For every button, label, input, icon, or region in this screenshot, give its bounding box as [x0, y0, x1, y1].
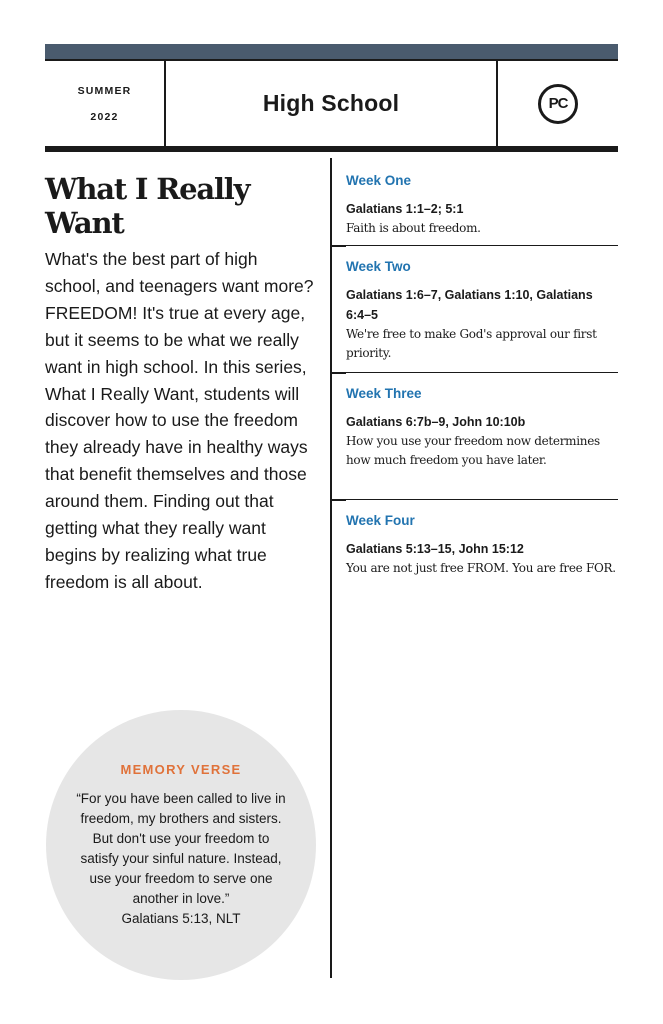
- week-summary: We're free to make God's approval our first priority.: [346, 327, 597, 360]
- season-label: SUMMER: [77, 84, 132, 97]
- header-title-block: [166, 61, 498, 146]
- week-title: Week Three: [346, 386, 422, 401]
- memory-verse-label: MEMORY VERSE: [120, 762, 242, 777]
- week-scripture: Galatians 1:6–7, Galatians 1:10, Galatians 6:4–5: [346, 288, 593, 322]
- week-item: [346, 158, 618, 246]
- week-summary: Faith is about freedom.: [346, 221, 481, 235]
- week-item: [346, 246, 618, 373]
- season-block: [45, 61, 166, 146]
- memory-verse-circle: [46, 710, 316, 980]
- memory-verse-reference: Galatians 5:13, NLT: [121, 911, 241, 926]
- week-title: Week Two: [346, 259, 411, 274]
- week-scripture: Galatians 1:1–2; 5:1: [346, 202, 464, 216]
- week-scripture: Galatians 5:13–15, John 15:12: [346, 542, 524, 556]
- series-title: What I Really Want: [45, 172, 250, 240]
- weeks-list: [346, 158, 618, 578]
- week-summary: How you use your freedom now determines how much freedom you have later.: [346, 434, 600, 467]
- year-label: 2022: [90, 110, 119, 123]
- brand-logo-icon: [538, 84, 578, 124]
- page-header: [45, 59, 618, 152]
- week-scripture: Galatians 6:7b–9, John 10:10b: [346, 415, 526, 429]
- logo-block: [498, 61, 618, 146]
- series-description: What's the best part of high school, and teenagers want more? FREEDOM! It's true at every age, but it seems to be what we really want in high school. In this series, What I Really Want, students will discover how to use the freedom they already have in healthy ways that benefit themselves and those around them. Finding out that getting what they really want begins by realizing what true freedom is all about.: [45, 249, 314, 592]
- header-color-band: [45, 44, 618, 59]
- week-title: Week Four: [346, 513, 415, 528]
- week-summary: You are not just free FROM. You are free FOR.: [346, 561, 616, 575]
- logo-text: PC: [548, 95, 568, 112]
- memory-verse-body: [74, 789, 288, 929]
- week-title: Week One: [346, 173, 412, 188]
- week-item: [346, 500, 618, 578]
- week-item: [346, 373, 618, 500]
- header-title: High School: [262, 90, 400, 116]
- column-divider: [330, 158, 332, 978]
- memory-verse-text: “For you have been called to live in freedom, my brothers and sisters. But don't use your freedom to satisfy your sinful nature. Instead, use your freedom to serve one another in love.”: [76, 791, 286, 906]
